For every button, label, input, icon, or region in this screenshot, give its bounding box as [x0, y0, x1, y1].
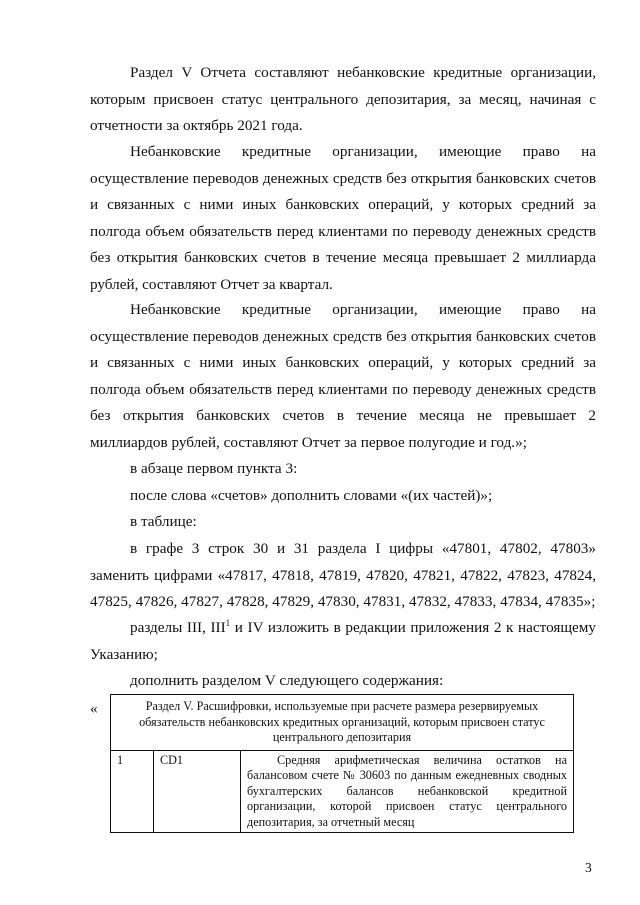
- opening-quote-mark: «: [90, 700, 98, 717]
- page-number: 3: [585, 860, 592, 875]
- paragraph-semiannual-report: Небанковские кредитные организации, имеющие право на осуществление переводов денежных средств без открытия банковских счетов и связанных с ними иных банковских операций, у которых средний за полгода объем обязательств перед клиентами по переводу денежных средств без открытия банковских счетов в течение месяца не превышает 2 миллиардов рублей, составляют Отчет за первое полугодие и год.»;: [90, 301, 596, 451]
- line-after-word-accounts: после слова «счетов» дополнить словами «(их частей)»;: [130, 487, 493, 504]
- line-paragraph-3: в абзаце первом пункта 3:: [130, 460, 298, 477]
- line-add-section-v: дополнить разделом V следующего содержания:: [130, 672, 444, 689]
- paragraph-section-v-depositary: Раздел V Отчета составляют небанковские кредитные организации, которым присвоен статус центрального депозитария, за месяц, начиная с отчетности за октябрь 2021 года.: [90, 64, 596, 134]
- section-v-table: [110, 694, 574, 833]
- table-header-row: [111, 695, 574, 751]
- table-row: [111, 750, 574, 833]
- table-header-cell: Раздел V. Расшифровки, используемые при расчете размера резервируемых обязательств небанковских кредитных организаций, которым присвоен статус центрального депозитария: [111, 695, 574, 751]
- line-in-table: в таблице:: [130, 513, 197, 530]
- sections-text-start: разделы III, III: [130, 619, 226, 636]
- paragraph-quarterly-report: Небанковские кредитные организации, имеющие право на осуществление переводов денежных средств без открытия банковских счетов и связанных с ними иных банковских операций, у которых средний за полгода объем обязательств перед клиентами по переводу денежных средств без открытия банковских счетов в течение месяца превышает 2 миллиарда рублей, составляют Отчет за квартал.: [90, 143, 596, 293]
- row-description-cell: Средняя арифметическая величина остатков на балансовом счете № 30603 по данным ежедневных сводных бухгалтерских балансов небанковской кредитной организации, которой присвоен статус центрального депозитария, за отчетный месяц: [241, 750, 574, 833]
- sections-text-end: и IV изложить в редакции приложения 2 к настоящему Указанию;: [90, 619, 597, 663]
- row-number-cell: 1: [111, 750, 154, 833]
- paragraph-sections-replacement: [90, 615, 596, 668]
- paragraph-replace-digits: в графе 3 строк 30 и 31 раздела I цифры «47801, 47802, 47803» заменить цифрами «47817, 47818, 47819, 47820, 47821, 47822, 47823, 47824, 47825, 47826, 47827, 47828, 47829, 47830, 47831, 47832, 47833, 47834, 47835»;: [90, 540, 596, 610]
- row-code-cell: CD1: [154, 750, 241, 833]
- superscript-one: 1: [225, 617, 231, 628]
